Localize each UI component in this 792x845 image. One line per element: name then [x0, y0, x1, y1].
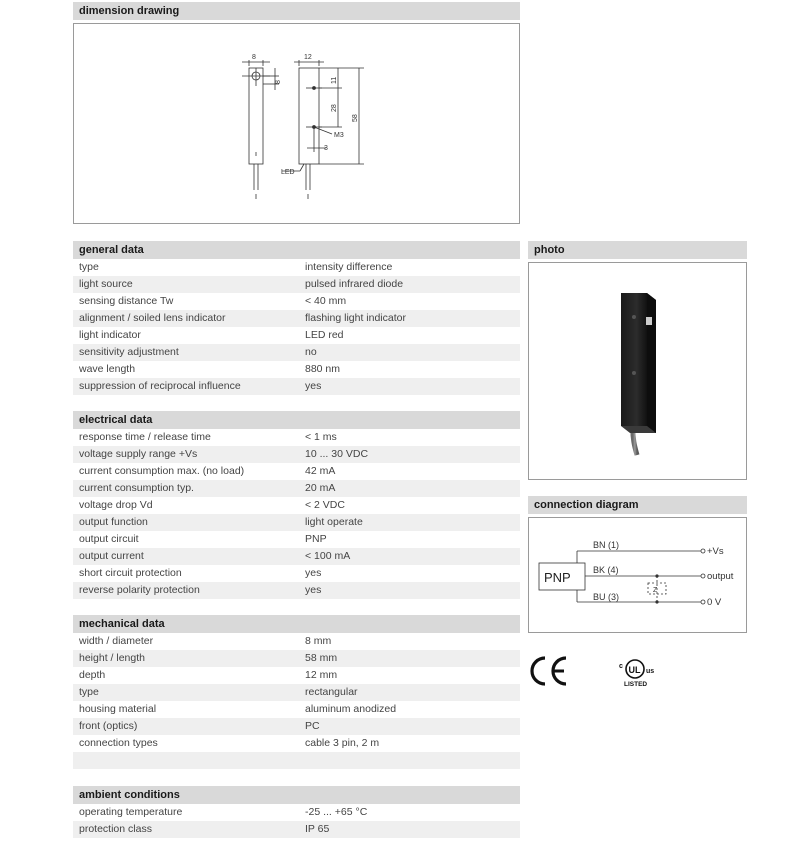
row-key: front (optics) — [79, 720, 138, 732]
table-row — [73, 293, 520, 310]
table-row — [73, 276, 520, 293]
row-key: light source — [79, 278, 133, 290]
row-key: output function — [79, 516, 148, 528]
dim-label-m3: M3 — [334, 132, 344, 139]
row-key: current consumption typ. — [79, 482, 194, 494]
table-row — [73, 378, 520, 395]
row-value: 8 mm — [305, 635, 332, 647]
table-row — [73, 821, 520, 838]
table-row — [73, 361, 520, 378]
row-value: PC — [305, 720, 320, 732]
row-value: rectangular — [305, 686, 358, 698]
row-key: depth — [79, 669, 106, 681]
row-value: flashing light indicator — [305, 312, 406, 324]
ambient-conditions-table — [73, 804, 520, 838]
general-data-table — [73, 259, 520, 395]
row-value: 20 mA — [305, 482, 336, 494]
vs-label: +Vs — [707, 546, 724, 557]
dim-label-58: 58 — [352, 114, 359, 122]
row-value: 58 mm — [305, 652, 338, 664]
row-key: wave length — [79, 363, 136, 375]
dim-label-28: 28 — [331, 104, 338, 112]
table-row — [73, 650, 520, 667]
row-value: cable 3 pin, 2 m — [305, 737, 380, 749]
row-key: type — [79, 686, 99, 698]
dimension-drawing — [74, 24, 519, 223]
row-key: protection class — [79, 823, 152, 835]
mechanical-data-header — [73, 615, 520, 633]
row-value: < 2 VDC — [305, 499, 345, 511]
row-value: intensity difference — [305, 261, 393, 273]
connection-diagram-header — [528, 496, 747, 514]
dim-label-11: 11 — [331, 76, 338, 84]
row-key: sensing distance Tw — [79, 295, 174, 307]
table-row — [73, 480, 520, 497]
ul-listed-text: LISTED — [624, 681, 648, 688]
load-z-label: Z — [653, 587, 658, 594]
row-key: voltage drop Vd — [79, 499, 153, 511]
table-row — [73, 582, 520, 599]
row-key: light indicator — [79, 329, 141, 341]
row-value: no — [305, 346, 317, 358]
table-row — [73, 344, 520, 361]
row-value: yes — [305, 380, 322, 392]
row-key: connection types — [79, 737, 158, 749]
table-row — [73, 259, 520, 276]
table-row — [73, 804, 520, 821]
table-row — [73, 718, 520, 735]
row-value: aluminum anodized — [305, 703, 397, 715]
row-value: < 100 mA — [305, 550, 351, 562]
ambient-conditions-title: ambient conditions — [79, 789, 180, 801]
row-key: output circuit — [79, 533, 139, 545]
row-value: -25 ... +65 °C — [305, 806, 368, 818]
row-key: operating temperature — [79, 806, 183, 818]
row-value: < 1 ms — [305, 431, 337, 443]
pnp-label: PNP — [544, 570, 571, 585]
electrical-data-table — [73, 429, 520, 599]
row-value: 10 ... 30 VDC — [305, 448, 369, 460]
electrical-data-header — [73, 411, 520, 429]
ul-us-text: us — [646, 668, 655, 675]
row-key: sensitivity adjustment — [79, 346, 179, 358]
photo-title: photo — [534, 244, 565, 256]
dim-label-12: 12 — [304, 54, 312, 61]
row-key: short circuit protection — [79, 567, 182, 579]
table-row — [73, 446, 520, 463]
wire-bn-label: BN (1) — [593, 540, 620, 550]
row-value: 42 mA — [305, 465, 336, 477]
table-row — [73, 633, 520, 650]
wire-bk-label: BK (4) — [593, 565, 619, 575]
row-key: height / length — [79, 652, 145, 664]
zero-v-label: 0 V — [707, 597, 722, 608]
ul-mark-text: UL — [628, 665, 641, 675]
row-value: LED red — [305, 329, 344, 341]
table-row — [73, 701, 520, 718]
cul-us-listed-icon — [616, 656, 664, 690]
table-row — [73, 463, 520, 480]
dimension-drawing-box — [73, 23, 520, 224]
electrical-data-title: electrical data — [79, 414, 153, 426]
row-key: alignment / soiled lens indicator — [79, 312, 226, 324]
connection-diagram-title: connection diagram — [534, 499, 639, 511]
table-row — [73, 531, 520, 548]
dimension-drawing-header — [73, 2, 520, 20]
row-value: 880 nm — [305, 363, 341, 375]
row-value: < 40 mm — [305, 295, 347, 307]
dimension-drawing-title: dimension drawing — [79, 5, 180, 17]
row-value: pulsed infrared diode — [305, 278, 404, 290]
row-key: response time / release time — [79, 431, 211, 443]
row-key: width / diameter — [79, 635, 154, 647]
wire-bu-label: BU (3) — [593, 592, 620, 602]
connection-diagram — [529, 518, 746, 632]
table-row — [73, 684, 520, 701]
row-value: IP 65 — [305, 823, 330, 835]
row-key: reverse polarity protection — [79, 584, 200, 596]
table-row — [73, 429, 520, 446]
row-key: suppression of reciprocal influence — [79, 380, 241, 392]
row-key: current consumption max. (no load) — [79, 465, 245, 477]
row-key: type — [79, 261, 99, 273]
mechanical-data-table — [73, 633, 520, 769]
general-data-title: general data — [79, 244, 144, 256]
ambient-conditions-header — [73, 786, 520, 804]
output-label: output — [707, 571, 734, 582]
row-value: 12 mm — [305, 669, 338, 681]
table-row — [73, 310, 520, 327]
row-value: light operate — [305, 516, 363, 528]
table-row — [73, 497, 520, 514]
connection-diagram-box — [528, 517, 747, 633]
table-row — [73, 514, 520, 531]
row-key: voltage supply range +Vs — [79, 448, 198, 460]
dim-label-led: LED — [281, 169, 295, 176]
photo-header — [528, 241, 747, 259]
table-row — [73, 565, 520, 582]
table-row — [73, 667, 520, 684]
row-key: output current — [79, 550, 144, 562]
photo-box — [528, 262, 747, 480]
mechanical-data-title: mechanical data — [79, 618, 165, 630]
dim-label-3: 3 — [324, 145, 328, 152]
ul-c-text: c — [619, 663, 623, 670]
table-row — [73, 735, 520, 752]
table-row — [73, 752, 520, 769]
sensor-photo — [529, 263, 746, 479]
table-row — [73, 548, 520, 565]
dim-label-8: 8 — [252, 54, 256, 61]
ce-mark-icon — [529, 654, 569, 688]
table-row — [73, 327, 520, 344]
row-key: housing material — [79, 703, 157, 715]
dim-label-side: 8 — [275, 80, 282, 84]
general-data-header — [73, 241, 520, 259]
row-value: PNP — [305, 533, 327, 545]
row-value: yes — [305, 567, 322, 579]
row-value: yes — [305, 584, 322, 596]
